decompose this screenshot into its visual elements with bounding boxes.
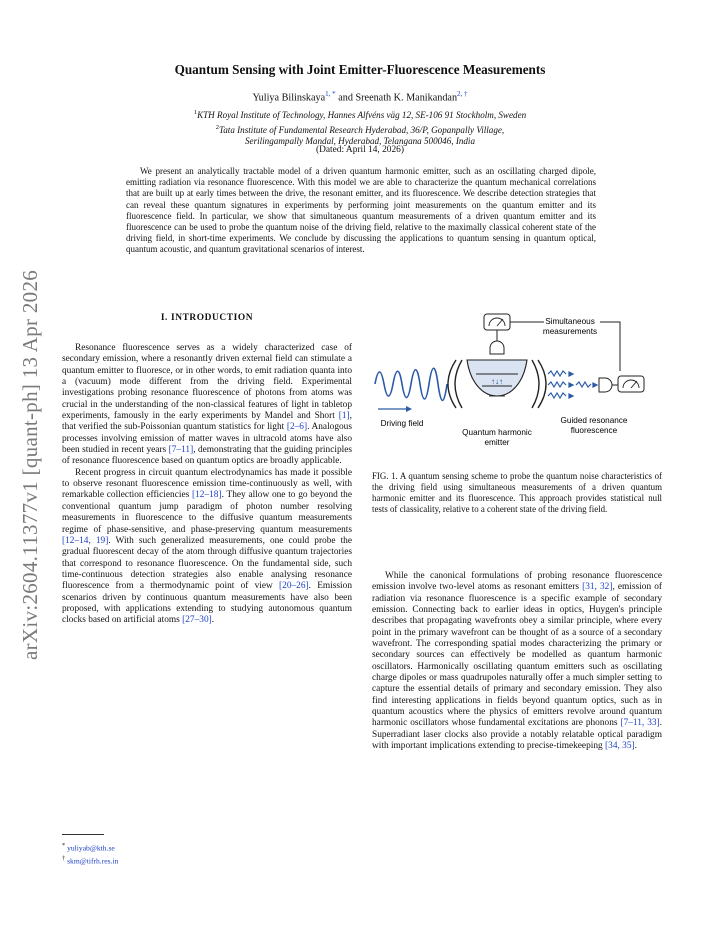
right-paragraph-1: While the canonical formulations of probing resonance fluorescence emission involve two-level atoms as resonant emitters [31, 32], emission of radiation via resonance fluorescence is a specific example of secondary emission. Connecting back to earlier ideas in optics, Huygen's principle describes that propagating wavefronts obey a similar principle, where every point in the primary wavefront can be thought of as a source of a secondary wavefront. The corresponding spatial modes characterizing the primary or secondary sources can effectively be modelled as quantum harmonic oscillators. Harmonically oscillating quantum emitters such as oscillating charge dipoles or mass quadrupoles naturally offer a much simpler setting to capture the essential details of primary and secondary emission. They also find interesting applications in fields beyond quantum optics, such as in quantum acoustics where the physics of emitters revolve around quantum harmonic oscillators whose fundamental excitations are phonons [7–11, 33]. Superradiant laser clocks also provide a notably relatable optical paradigm with important implications extending to precise-timekeeping [34, 35]. [372,571,662,752]
citation-link[interactable]: [12–14, 19] [62,535,109,546]
email-link[interactable]: skm@tifrh.res.in [67,856,119,866]
guided-label: Guided resonance [560,416,628,425]
arxiv-identifier: arXiv:2604.11377v1 [quant-ph] 13 Apr 2026 [18,269,42,660]
affiliation-1: $^1$KTH Royal Institute of Technology, Hannes Alfvéns väg 12, SE-106 91 Stockholm, Sweden [193,109,527,121]
author-line [80,90,640,103]
affiliations [110,107,610,148]
section-heading: I. INTRODUCTION [160,313,254,323]
guided-label-2: fluorescence [570,426,618,435]
simultaneous-label: Simultaneous [545,317,595,326]
footnote-2: † skm@tifrh.res.in [62,854,119,866]
author-2-marks[interactable]: 2, † [457,90,468,98]
driving-field-label: Driving field [380,419,424,428]
citation-link[interactable]: [7–11] [168,445,194,456]
author-1-marks[interactable]: 1, * [325,90,336,98]
emitter-label: Quantum harmonic [462,428,532,437]
citation-link[interactable]: [2–6] [286,422,308,433]
date-line: (Dated: April 14, 2026) [315,145,404,155]
citation-link[interactable]: [20–26] [279,581,309,592]
citation-link[interactable]: [1] [338,411,350,422]
citation-link[interactable]: [34, 35] [605,741,635,752]
author-2: Sreenath K. Manikandan [355,92,458,104]
driving-wave [375,368,447,400]
author-conjunction: and [335,92,356,104]
footnote-1: * yuliyab@kth.se [62,842,115,853]
citation-link[interactable]: [27–30] [182,615,212,626]
author-1: Yuliya Bilinskaya [252,92,326,104]
meter-icon-right [618,376,644,392]
simultaneous-label-2: measurements [542,327,598,336]
footnotes [62,841,118,866]
detector-icon [490,341,504,354]
citation-link[interactable]: [12–18] [192,490,222,501]
affiliation-2: $^2$Tata Institute of Fundamental Research Hyderabad, 36/P, Gopanpally Village, [215,123,505,135]
abstract: We present an analytically tractable model of a driven quantum harmonic emitter, such as an oscillating charged dipole, emitting radiation via resonance fluorescence. With this model we are able to characterize the quantum mechanical correlations that are built up at early times between the drive, the resonant emitter, and its fluorescence. We describe detection strategies that can reveal these quantum signatures in experiments by performing joint measurements on the quantum emitter and its fluorescence field. In particular, we show that simultaneous quantum measurements of a driven quantum emitter and its fluorescence can be used to probe the quantum noise of the driving field, relative to the maximally classical coherent state of the driving field, in short-time experiments. We conclude by discussing the applications to quantum sensing in quantum optical, quantum acoustic, and quantum gravitational scenarios of interest. [126,166,596,255]
fluorescence-rays [548,371,597,398]
figure-1 [372,308,662,453]
affiliation-2-cont: Serilingampally Mandal, Hyderabad, Telangana 500046, India [244,136,476,147]
email-link[interactable]: yuliyab@kth.se [67,843,115,853]
figure-caption: FIG. 1. A quantum sensing scheme to probe the quantum noise characteristics of the driving field using simultaneous measurements of a driven quantum harmonic emitter and its fluorescence. This approach provides statistical null tests of classicality, relative to a coherent state of the driving field. [372,471,662,514]
footnote-rule [62,834,104,835]
paper-title: Quantum Sensing with Joint Emitter-Fluorescence Measurements [174,62,546,77]
harmonic-potential [467,360,527,396]
left-column [62,343,352,627]
svg-text:↑↓↑: ↑↓↑ [491,377,503,386]
citation-link[interactable]: [7–11, 33] [620,718,660,729]
meter-icon [484,314,510,330]
emitter-label-2: emitter [484,438,510,447]
citation-link[interactable]: [31, 32] [582,582,613,593]
fluorescence-detector-icon [599,378,612,392]
intro-paragraph-2: Recent progress in circuit quantum electrodynamics has made it possible to observe resonant fluorescence emission time-continuously as well, with remarkable collection efficiencies [12–18]. They allow one to go beyond the conventional quantum jump paradigm of photon number resolving measurements in fluorescence to the diffusive quantum measurements regime of phase-sensitive, and phase-preserving quantum measurements [12–14, 19]. With such generalized measurements, one could probe the gradual fluorescent decay of the atom through diffusive quantum trajectories that correspond to resonance fluorescence. On the fundamental side, such time-continuous detection strategies also enable analysing resonance fluorescence from a thermodynamic point of view [20–26]. Emission scenarios driven by continuous quantum measurements have also been proposed, with applications extending to studying autonomous quantum clocks based on artificial atoms [27–30]. [62,467,352,626]
right-column [372,571,662,753]
intro-paragraph-1: Resonance fluorescence serves as a widely characterized case of secondary emission, where a resonantly driven external field can stimulate a quantum emitter to fluoresce, or in other words, to emit radiation quanta into a (vacuum) mode different from the driving field. Experimental investigations probing resonance fluorescence of photons from atoms was crucial in the understanding of the non-classical features of light in tabletop experiments, famously in the early experiments by Mandel and Short [1], that verified the sub-Poissonian quantum statistics for light [2–6]. Analogous processes involving emission of matter waves in ultracold atoms have also been studied in recent years [7–11], demonstrating that the guiding principles of resonance fluorescence based on quantum optics are broadly applicable. [62,343,352,467]
